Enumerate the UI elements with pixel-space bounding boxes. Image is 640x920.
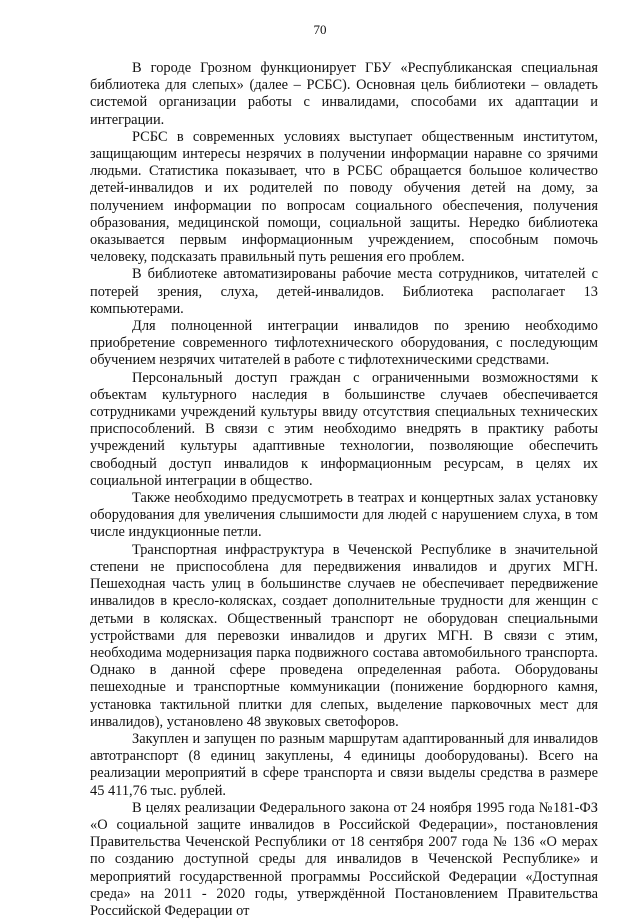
paragraph-hearing-equipment: Также необходимо предусмотреть в театрах и концертных залах установку оборудования для увеличения слышимости для людей с нарушением слуха, в том числе индукционные петли.	[90, 490, 598, 541]
paragraph-library-for-blind: В городе Грозном функционирует ГБУ «Республиканская специальная библиотека для слепых» (далее – РСБС). Основная цель библиотеки – овладеть системой организации работы с инвалидами, способами их адаптации и интеграции.	[90, 60, 598, 128]
paragraph-tiflotechnical-equipment: Для полноценной интеграции инвалидов по зрению необходимо приобретение современного тифлотехнического оборудования, с последующим обучением незрячих читателей в работе с тифлотехническими средствами.	[90, 318, 598, 369]
paragraph-adapted-transport: Закуплен и запущен по разным маршрутам адаптированный для инвалидов автотранспорт (8 единиц закуплены, 4 единицы дооборудованы). Всего на реализации мероприятий в сфере транспорта и связи выделы средства в размере 45 411,76 тыс. рублей.	[90, 730, 598, 799]
paragraph-rsbs-institution: РСБС в современных условиях выступает общественным институтом, защищающим интересы незрячих в получении информации наравне со зрячими людьми. Статистика показывает, что в РСБС обращается большое количество детей-инвалидов и их родителей по поводу обучения детей на дому, за получением информации по вопросам социального обеспечения, получения образования, медицинской помощи, социальной защиты. Нередко библиотека оказывается первым информационным учреждением, способным помочь человеку, подсказать правильный путь решения его проблем.	[90, 128, 598, 266]
paragraph-automated-workplaces: В библиотеке автоматизированы рабочие места сотрудников, читателей с потерей зрения, слуха, детей-инвалидов. Библиотека располагает 13 компьютерами.	[90, 266, 598, 317]
paragraph-cultural-heritage-access: Персональный доступ граждан с ограниченными возможностями к объектам культурного наследия в большинстве случаев обеспечивается сотрудниками учреждений культуры ввиду отсутствия специальных технических приспособлений. В связи с этим необходимо внедрять в практику работы учреждений культуры адаптивные технологии, позволяющие обеспечить свободный доступ инвалидов к информационным ресурсам, в целях их социальной интеграции в общество.	[90, 369, 598, 489]
paragraph-transport-infrastructure: Транспортная инфраструктура в Чеченской Республике в значительной степени не приспособлена для передвижения инвалидов и других МГН. Пешеходная часть улиц в большинстве случаев не обеспечивает передвижение инвалидов в кресло-колясках, создает дополнительные трудности для женщин с детьми в колясках. Общественный транспорт не оборудован специальными устройствами для перевозки инвалидов и других МГН. В связи с этим, необходима модернизация парка подвижного состава автомобильного транспорта. Однако в данной сфере проведена определенная работа. Оборудованы пешеходные и транспортные коммуникации (понижение бордюрного камня, установка тактильной плитки для слепых, выделение парковочных мест для инвалидов), установлено 48 звуковых светофоров.	[90, 541, 598, 730]
page-number: 70	[313, 22, 327, 37]
document-body	[90, 60, 598, 920]
paragraph-federal-law: В целях реализации Федерального закона от 24 ноября 1995 года №181-ФЗ «О социальной защите инвалидов в Российской Федерации», постановления Правительства Чеченской Республики от 18 сентября 2007 года № 136 «О мерах по созданию доступной среды для инвалидов в Чеченской Республике» и мероприятий государственной программы Российской Федерации «Доступная среда» на 2011 - 2020 годы, утверждённой Постановлением Правительства Российской Федерации от	[90, 799, 598, 919]
